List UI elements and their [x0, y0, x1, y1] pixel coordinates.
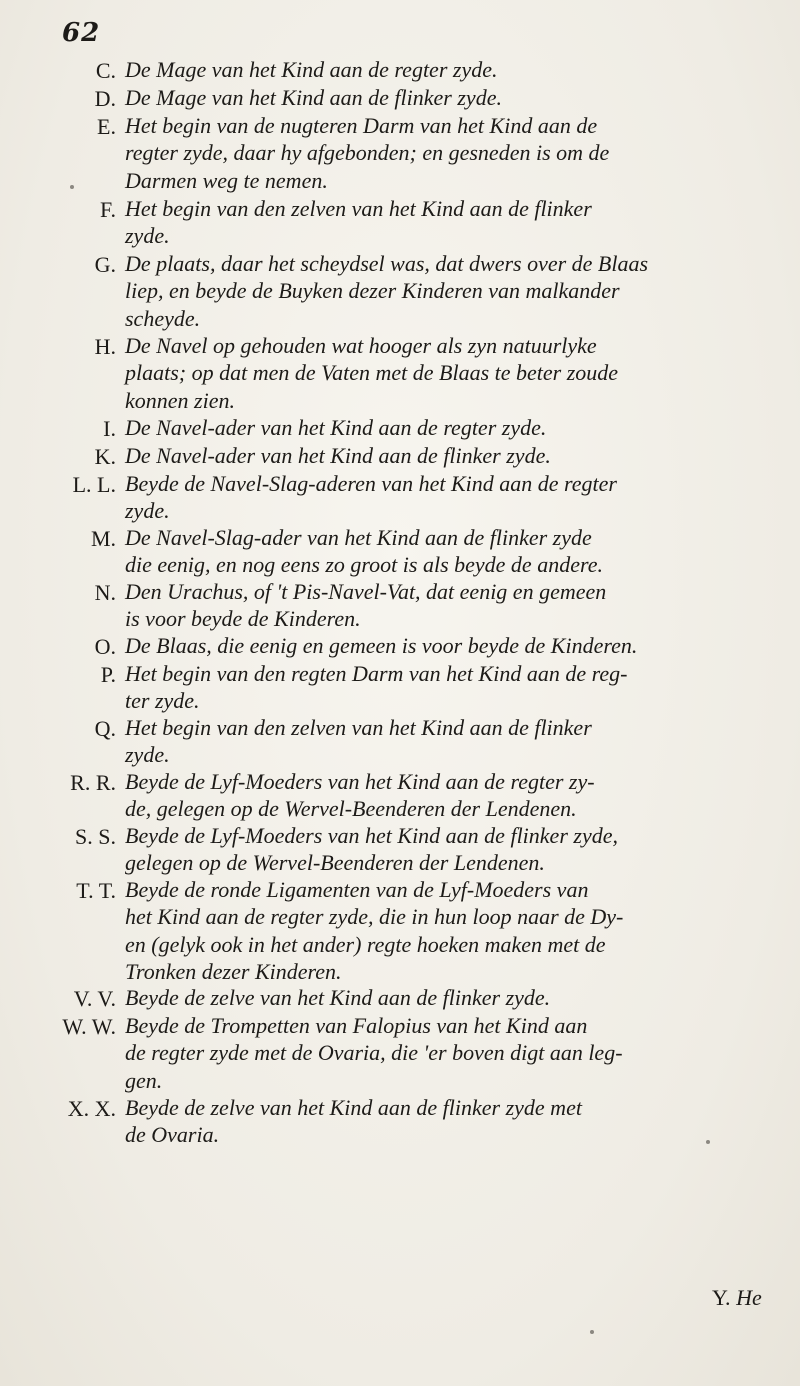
entry-label: N. — [94, 580, 116, 605]
entry-label: H. — [94, 334, 116, 359]
entry-text-line: die eenig, en nog eens zo groot is als beyde de andere. — [125, 552, 603, 577]
entry-text-line: Tronken dezer Kinderen. — [125, 959, 342, 984]
entry-text-line: Beyde de zelve van het Kind aan de flinker zyde. — [125, 985, 551, 1010]
catchword — [712, 1285, 762, 1311]
entry-label: T. T. — [76, 878, 116, 903]
entry-text-line: gen. — [125, 1068, 163, 1093]
entry-text-line: De plaats, daar het scheydsel was, dat dwers over de Blaas — [125, 251, 649, 276]
entry-text-line: de regter zyde met de Ovaria, die 'er boven digt aan leg- — [125, 1040, 623, 1065]
entry-text-line: en (gelyk ook in het ander) regte hoeken maken met de — [125, 932, 606, 957]
entry-text-line: ter zyde. — [125, 688, 200, 713]
entry-label: O. — [94, 634, 116, 659]
entry-text-line: zyde. — [125, 223, 170, 248]
entry-label: X. X. — [67, 1096, 116, 1121]
entry-text-line: Beyde de Lyf-Moeders van het Kind aan de regter zy- — [125, 769, 595, 794]
entry-label: P. — [100, 662, 116, 687]
entry-label: R. R. — [70, 770, 116, 795]
entry-label: L. L. — [72, 472, 116, 497]
entry-text-line: Beyde de Navel-Slag-aderen van het Kind aan de regter — [125, 471, 617, 496]
entry-label: E. — [97, 114, 116, 139]
entry-text-line: De Blaas, die eenig en gemeen is voor beyde de Kinderen. — [125, 633, 638, 658]
entry-label: V. V. — [73, 986, 116, 1011]
entry-text-line: Het begin van de nugteren Darm van het Kind aan de — [125, 113, 598, 138]
paper-speck — [70, 185, 74, 189]
entry-text-line: Beyde de ronde Ligamenten van de Lyf-Moeders van — [125, 877, 589, 902]
entry-text-line: Den Urachus, of 't Pis-Navel-Vat, dat eenig en gemeen — [125, 579, 607, 604]
page-number: 62 — [62, 18, 101, 48]
entry-text-line: zyde. — [125, 742, 170, 767]
entry-label: G. — [94, 252, 116, 277]
paper-speck — [590, 1330, 594, 1334]
catchword-word: He — [736, 1285, 762, 1310]
entry-label: I. — [103, 416, 116, 441]
entry-text-line: Beyde de zelve van het Kind aan de flinker zyde met — [125, 1095, 582, 1120]
entry-text-line: regter zyde, daar hy afgebonden; en gesneden is om de — [125, 140, 610, 165]
entry-text-line: zyde. — [125, 498, 170, 523]
entry-text-line: gelegen op de Wervel-Beenderen der Lendenen. — [125, 850, 545, 875]
entry-label: M. — [90, 526, 116, 551]
entry-text-line: de, gelegen op de Wervel-Beenderen der Lendenen. — [125, 796, 577, 821]
entry-text-line: scheyde. — [125, 306, 201, 331]
entry-text-line: konnen zien. — [125, 388, 235, 413]
paper-speck — [706, 1140, 710, 1144]
entry-text-line: Darmen weg te nemen. — [125, 168, 328, 193]
entry-text-line: Beyde de Trompetten van Falopius van het Kind aan — [125, 1013, 588, 1038]
entry-text-line: Het begin van den zelven van het Kind aan de flinker — [125, 196, 592, 221]
entry-label: W. W. — [62, 1014, 116, 1039]
entry-text-line: de Ovaria. — [125, 1122, 220, 1147]
entry-text-line: De Mage van het Kind aan de regter zyde. — [125, 57, 498, 82]
entry-text-line: De Mage van het Kind aan de flinker zyde. — [125, 85, 502, 110]
entry-text-line: De Navel op gehouden wat hooger als zyn natuurlyke — [125, 333, 597, 358]
entry-label: K. — [94, 444, 116, 469]
entry-text-line: De Navel-ader van het Kind aan de flinker zyde. — [125, 443, 551, 468]
entry-text-line: is voor beyde de Kinderen. — [125, 606, 361, 631]
entry-label: S. S. — [75, 824, 116, 849]
entry-text-line: Het begin van den zelven van het Kind aan de flinker — [125, 715, 592, 740]
entry-text-line: Beyde de Lyf-Moeders van het Kind aan de flinker zyde, — [125, 823, 618, 848]
entry-text-line: De Navel-Slag-ader van het Kind aan de flinker zyde — [125, 525, 592, 550]
entry-text-line: De Navel-ader van het Kind aan de regter zyde. — [125, 415, 547, 440]
entry-text-line: het Kind aan de regter zyde, die in hun loop naar de Dy- — [125, 904, 624, 929]
entry-text-line: liep, en beyde de Buyken dezer Kinderen van malkander — [125, 278, 620, 303]
entry-label: Q. — [94, 716, 116, 741]
entry-text-line: Het begin van den regten Darm van het Kind aan de reg- — [125, 661, 628, 686]
entry-label: F. — [100, 197, 116, 222]
entry-label: D. — [94, 86, 116, 111]
catchword-letter: Y. — [712, 1285, 731, 1310]
entry-label: C. — [95, 58, 116, 83]
entry-text-line: plaats; op dat men de Vaten met de Blaas te beter zoude — [125, 360, 619, 385]
